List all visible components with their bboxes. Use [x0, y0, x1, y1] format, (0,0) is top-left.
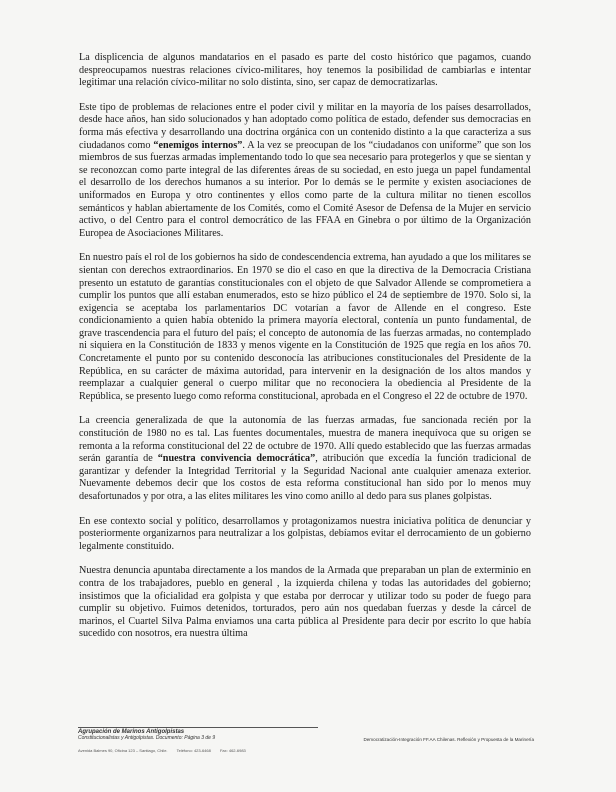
paragraph-text: La creencia generalizada de que la autonomía de las fuerzas armadas, fue sancionada recién por la constitución de 1980 no es tal. Las fuentes documentales, muestra de manera inequívoca que su origen se remonta a la reforma constitucional del 22 de octubre de 1970. Allí quedo establecido que las fuerzas armadas serán garantía de	[79, 415, 531, 465]
body-paragraph	[79, 415, 531, 503]
footer-phone: Teléfono: 423-6468	[176, 748, 211, 753]
emphasized-text: “nuestra convivencia democrática”	[157, 453, 316, 465]
footer-left	[78, 727, 318, 753]
paragraph-text: Nuestra denuncia apuntaba directamente a los mandos de la Armada que preparaban un plan de exterminio en contra de los trabajadores, pueblo en general , la izquierda chilena y todas las autoridades del gobierno; insistimos que la oficialidad era golpista y que estaba por derrocar y utilizar todo su poder de fuego para cumplir su objetivo. Fuimos detenidos, torturados, pero aún nos quedaban fuerzas y desde la cárcel de marinos, el Cuartel Silva Palma enviamos una carta pública al Presidente para decir por escrito lo que había sucedido con nosotros, era nuestra última	[79, 565, 531, 640]
paragraph-text: En nuestro país el rol de los gobiernos ha sido de condescendencia extrema, han ayudado a que los militares se sientan con derechos extraordinarios. En 1970 se dio el caso en que la directiva de la Democracia Cristiana presento un estatuto de garantías constitucionales con el objeto de que Salvador Allende se comprometiera a cumplir los puntos que allí estaban enumerados, esto se hizo público el 24 de septiembre de 1970. Solo si, la exigencia se aceptaba los parlamentarios DC votarían a favor de Allende en el congreso. Este condicionamiento a quien había obtenido la primera mayoría electoral, contenía un punto fundamental, de grave trascendencia para el futuro del país; el concepto de autonomía de las fuerzas armadas, no contemplado ni siquiera en la Constitución de 1833 y menos vigente en la Constitución de 1925 que regía en los años 70. Concretamente el punto por su contenido desconocía las atribuciones constitucionales del Presidente de la República, en su carácter de máxima autoridad, para intervenir en la designación de los altos mandos y reemplazar a cualquier general o cuerpo militar que no reconociera la obediencia al Presidente de la República, se presento luego como reforma constitucional, aprobada en el Congreso el 22 de octubre de 1970.	[79, 252, 531, 402]
body-paragraph	[79, 565, 531, 641]
footer-address: Avenida Balmes 90, Oficina 123 – Santiago, Chile.	[78, 748, 168, 753]
paragraph-text: Este tipo de problemas de relaciones entre el poder civil y militar en la mayoría de los países desarrollados, desde hace años, han sido solucionados y han adoptado como política de estado, defender sus democracias en forma más efectiva y desarrollando una doctrina orgánica con un contenido distinto a la que caracteriza a sus ciudadanos como	[79, 101, 531, 151]
body-paragraph	[79, 52, 531, 90]
footer-document-line: Constitucionalistas y Antigolpistas. Documento: Página 3 de 9	[78, 735, 216, 741]
paragraph-text: , atribución que excedía la función tradicional de garantizar y defender la Integridad Territorial y la Seguridad Nacional ante cualquier amenaza exterior. Nuevamente debemos decir que los costos de esta reforma constitucional han sido por lo menos muy desafortunados y por otra, a las elites militares les vino como anillo al dedo para sus planes golpistas.	[79, 453, 531, 502]
emphasized-text: “enemigos internos”	[153, 139, 243, 151]
paragraph-text: . A la vez se preocupan de los “ciudadanos con uniforme” que son los miembros de sus fuerzas armadas implementando todo lo que sea necesario para protegerlos y que se sientan y se reconozcan como parte integral de las diferentes áreas de su sociedad, en esto juega un papel fundamental el desarrollo de los derechos humanos a su interior. Por lo demás se le permite y existen asociaciones de uniformados en Europa y otro continentes y ellos como parte de la cultura militar no tienen escollos semánticos y hablan abiertamente de los Comités, como el Comité Asesor de Defensa de la Mujer en servicio activo, o del Centro para el control democrático de las FFAA en Ginebra o por último de la Organización Europea de Asociaciones Militares.	[79, 139, 531, 239]
paragraph-text: En ese contexto social y político, desarrollamos y protagonizamos nuestra iniciativa política de denunciar y posteriormente organizarnos para neutralizar a los golpistas, debíamos evitar el derrocamiento de un gobierno legalmente constituido.	[79, 515, 531, 552]
footer-right: Democratización-Integración FF.AA Chilenas. Reflexión y Propuesta de la Marinería	[363, 737, 534, 742]
body-paragraph	[79, 516, 531, 554]
footer-fax: Fax: 462-6983	[219, 748, 246, 753]
body-paragraph	[79, 252, 531, 403]
footer-contact	[78, 748, 318, 753]
paragraph-text: La displicencia de algunos mandatarios en el pasado es parte del costo histórico que pagamos, cuando despreocupamos nuestras relaciones cívico-militares, hoy tenemos la posibilidad de cambiarlas e intentar legitimar una relación cívico-militar no solo distinta, sino, ser capaz de democratizarlas.	[79, 52, 531, 89]
body-paragraph	[79, 102, 531, 241]
document-body	[79, 52, 531, 653]
footer-organization: Agrupación de Marinos Antigolpistas	[78, 727, 318, 735]
